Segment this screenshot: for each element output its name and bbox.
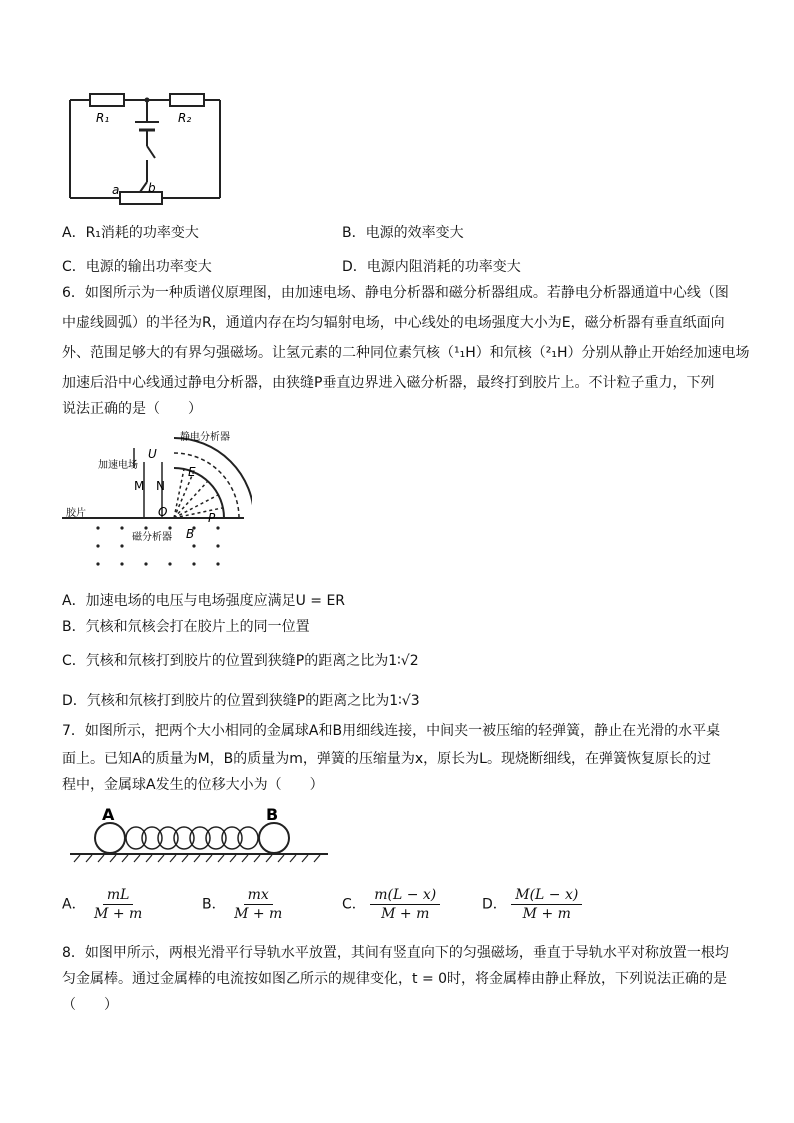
label-r1: R₁ xyxy=(96,111,110,125)
q7-option-d-label: D． xyxy=(482,896,507,913)
q8-stem-line3: （ ） xyxy=(62,997,118,1013)
fraction-numerator: mx xyxy=(244,886,273,905)
fraction-numerator: mL xyxy=(103,886,134,905)
label-ball-a: A xyxy=(102,805,115,824)
label-b-field: B xyxy=(186,527,195,541)
q8-stem-line1: 8．如图甲所示，两根光滑平行导轨水平放置，其间有竖直向下的匀强磁场，垂直于导轨水平对称放置一根均 xyxy=(62,945,729,961)
q7-option-c-label: C． xyxy=(342,896,366,913)
q6-stem-line5: 说法正确的是（ ） xyxy=(62,401,202,417)
label-r2: R₂ xyxy=(178,111,192,125)
ball-b xyxy=(259,823,289,853)
fraction-denominator: M + m xyxy=(381,906,430,922)
q7-stem-line1: 7．如图所示，把两个大小相同的金属球A和B用细线连接，中间夹一被压缩的轻弹簧，静止在光滑的水平桌 xyxy=(62,723,721,739)
resistor-r2 xyxy=(170,94,204,106)
fraction-denominator: M + m xyxy=(522,906,571,922)
label-film: 胶片 xyxy=(66,508,86,519)
label-b: b xyxy=(148,181,156,195)
q6-option-c[interactable]: C．氕核和氘核打到胶片的位置到狭缝P的距离之比为1∶√2 xyxy=(62,653,419,669)
fraction-numerator: m(L − x) xyxy=(370,886,440,905)
ball-a xyxy=(95,823,125,853)
fraction-numerator: M(L − x) xyxy=(511,886,582,905)
q6-stem-line3: 外、范围足够大的有界匀强磁场。让氢元素的二种同位素氕核（¹₁H）和氘核（²₁H）分别从静止开始经加速电场 xyxy=(62,345,750,361)
spring-balls-diagram xyxy=(66,800,330,870)
q7-option-b[interactable] xyxy=(202,886,286,923)
q6-stem-line4: 加速后沿中心线通过静电分析器，由狭缝P垂直边界进入磁分析器，最终打到胶片上。不计粒子重力，下列 xyxy=(62,375,715,391)
q7-option-c[interactable] xyxy=(342,886,440,923)
q7-option-b-fraction xyxy=(230,886,286,923)
q7-option-a[interactable] xyxy=(62,886,146,923)
q5-option-b[interactable]: B．电源的效率变大 xyxy=(342,225,464,241)
label-mag-analyzer: 磁分析器 xyxy=(132,532,172,543)
q6-option-d[interactable]: D．氕核和氘核打到胶片的位置到狭缝P的距离之比为1∶√3 xyxy=(62,693,420,709)
label-static-analyzer: 静电分析器 xyxy=(180,432,230,443)
mass-spectrometer-diagram xyxy=(62,424,252,576)
q6-stem-line1: 6．如图所示为一种质谱仪原理图，由加速电场、静电分析器和磁分析器组成。若静电分析器通道中心线（图 xyxy=(62,285,729,301)
q6-option-a[interactable]: A．加速电场的电压与电场强度应满足U = ER xyxy=(62,593,346,609)
resistor-r1 xyxy=(90,94,124,106)
q8-stem-line2: 匀金属棒。通过金属棒的电流按如图乙所示的规律变化，t = 0时，将金属棒由静止释放，下列说法正确的是 xyxy=(62,971,728,987)
label-p: P xyxy=(208,511,216,525)
fraction-denominator: M + m xyxy=(234,906,283,922)
label-a: a xyxy=(112,183,120,197)
fraction-denominator: M + m xyxy=(94,906,143,922)
q7-option-b-label: B． xyxy=(202,896,226,913)
label-m: M xyxy=(134,479,145,493)
spring xyxy=(126,827,258,849)
label-o: O xyxy=(158,505,168,519)
q7-option-d-fraction xyxy=(511,886,582,923)
q5-option-d[interactable]: D．电源内阻消耗的功率变大 xyxy=(342,259,521,275)
rheostat xyxy=(120,192,162,204)
q7-option-c-fraction xyxy=(370,886,440,923)
q7-option-a-fraction xyxy=(90,886,146,923)
label-e: E xyxy=(188,465,196,479)
q5-option-c[interactable]: C．电源的输出功率变大 xyxy=(62,259,212,275)
q7-option-a-label: A． xyxy=(62,896,86,913)
q6-stem-line2: 中虚线圆弧）的半径为R，通道内存在均匀辐射电场，中心线处的电场强度大小为E，磁分析器有垂直纸面向 xyxy=(62,315,725,331)
q7-option-d[interactable] xyxy=(482,886,582,923)
q5-option-a[interactable]: A．R₁消耗的功率变大 xyxy=(62,225,199,241)
label-u: U xyxy=(148,447,157,461)
label-n: N xyxy=(156,479,165,493)
label-accel-field: 加速电场 xyxy=(98,460,138,471)
label-ball-b: B xyxy=(266,805,279,824)
q7-stem-line2: 面上。已知A的质量为M，B的质量为m，弹簧的压缩量为x，原长为L。现烧断细线，在弹簧恢复原长的过 xyxy=(62,751,711,767)
circuit-diagram xyxy=(62,88,242,216)
q7-stem-line3: 程中，金属球A发生的位移大小为（ ） xyxy=(62,777,324,793)
q6-option-b[interactable]: B．氕核和氘核会打在胶片上的同一位置 xyxy=(62,619,310,635)
